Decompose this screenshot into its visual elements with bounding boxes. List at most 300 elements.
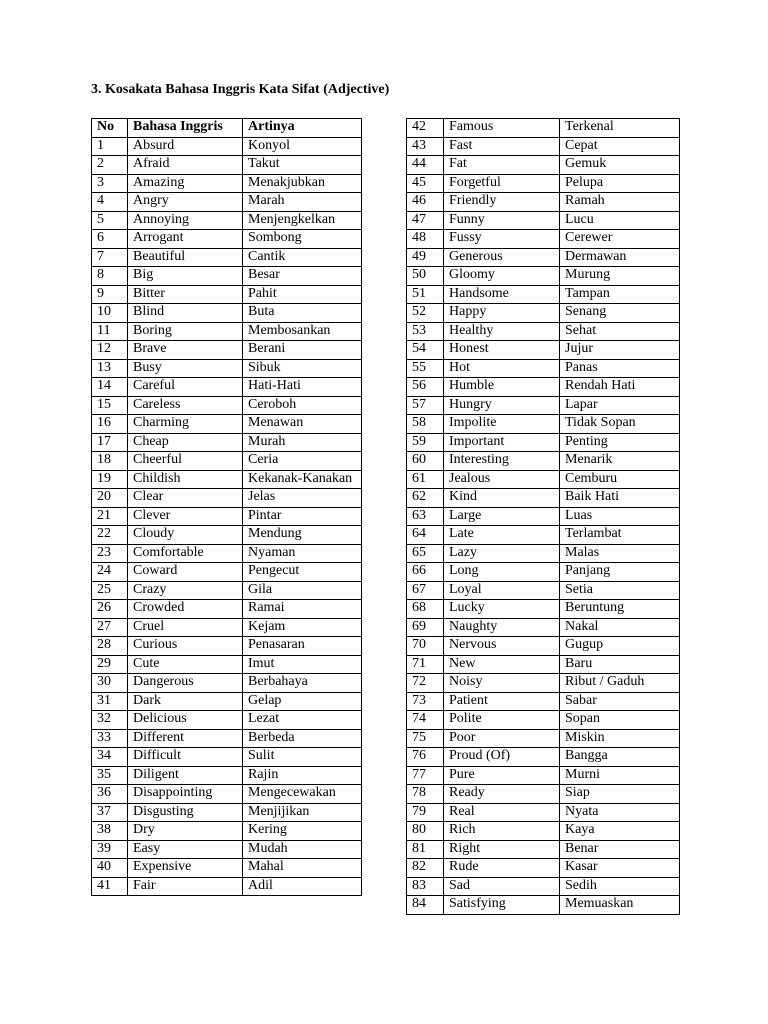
row-number: 60 xyxy=(407,452,444,471)
row-number: 13 xyxy=(92,359,128,378)
table-row xyxy=(92,359,362,378)
table-row xyxy=(92,285,362,304)
table-row xyxy=(92,174,362,193)
indonesian-meaning: Murung xyxy=(560,267,680,286)
indonesian-meaning: Menarik xyxy=(560,452,680,471)
table-row xyxy=(407,193,680,212)
row-number: 56 xyxy=(407,378,444,397)
indonesian-meaning: Pintar xyxy=(243,507,362,526)
table-row xyxy=(407,618,680,637)
english-word: Cloudy xyxy=(128,526,243,545)
table-row xyxy=(92,193,362,212)
page-title: 3. Kosakata Bahasa Inggris Kata Sifat (Adjective) xyxy=(91,82,390,97)
table-row xyxy=(407,285,680,304)
indonesian-meaning: Nyaman xyxy=(243,544,362,563)
row-number: 1 xyxy=(92,137,128,156)
row-number: 32 xyxy=(92,711,128,730)
english-word: Polite xyxy=(444,711,560,730)
english-word: Handsome xyxy=(444,285,560,304)
indonesian-meaning: Senang xyxy=(560,304,680,323)
table-row xyxy=(407,322,680,341)
english-word: Late xyxy=(444,526,560,545)
row-number: 3 xyxy=(92,174,128,193)
row-number: 21 xyxy=(92,507,128,526)
row-number: 40 xyxy=(92,859,128,878)
english-word: Rich xyxy=(444,822,560,841)
indonesian-meaning: Malas xyxy=(560,544,680,563)
row-number: 45 xyxy=(407,174,444,193)
english-word: Hungry xyxy=(444,396,560,415)
english-word: Humble xyxy=(444,378,560,397)
indonesian-meaning: Rendah Hati xyxy=(560,378,680,397)
row-number: 78 xyxy=(407,785,444,804)
english-word: New xyxy=(444,655,560,674)
english-word: Jealous xyxy=(444,470,560,489)
table-row xyxy=(92,211,362,230)
row-number: 58 xyxy=(407,415,444,434)
row-number: 62 xyxy=(407,489,444,508)
indonesian-meaning: Kekanak-Kanakan xyxy=(243,470,362,489)
row-number: 24 xyxy=(92,563,128,582)
row-number: 15 xyxy=(92,396,128,415)
table-row xyxy=(407,766,680,785)
table-row xyxy=(407,859,680,878)
english-word: Lucky xyxy=(444,600,560,619)
table-row xyxy=(407,896,680,915)
row-number: 80 xyxy=(407,822,444,841)
english-word: Fast xyxy=(444,137,560,156)
row-number: 6 xyxy=(92,230,128,249)
table-row xyxy=(92,137,362,156)
english-word: Dangerous xyxy=(128,674,243,693)
english-word: Important xyxy=(444,433,560,452)
indonesian-meaning: Takut xyxy=(243,156,362,175)
english-word: Bitter xyxy=(128,285,243,304)
row-number: 33 xyxy=(92,729,128,748)
table-row xyxy=(92,304,362,323)
table-row xyxy=(92,655,362,674)
indonesian-meaning: Pahit xyxy=(243,285,362,304)
indonesian-meaning: Sabar xyxy=(560,692,680,711)
header-no: No xyxy=(92,119,128,138)
table-row xyxy=(407,378,680,397)
table-row xyxy=(92,766,362,785)
english-word: Difficult xyxy=(128,748,243,767)
row-number: 52 xyxy=(407,304,444,323)
row-number: 39 xyxy=(92,840,128,859)
vocabulary-table-left xyxy=(91,118,362,896)
english-word: Friendly xyxy=(444,193,560,212)
indonesian-meaning: Siap xyxy=(560,785,680,804)
indonesian-meaning: Panas xyxy=(560,359,680,378)
table-row xyxy=(92,156,362,175)
indonesian-meaning: Kasar xyxy=(560,859,680,878)
english-word: Dark xyxy=(128,692,243,711)
table-row xyxy=(407,248,680,267)
english-word: Honest xyxy=(444,341,560,360)
indonesian-meaning: Ramai xyxy=(243,600,362,619)
english-word: Careless xyxy=(128,396,243,415)
row-number: 47 xyxy=(407,211,444,230)
row-number: 31 xyxy=(92,692,128,711)
indonesian-meaning: Baik Hati xyxy=(560,489,680,508)
row-number: 34 xyxy=(92,748,128,767)
row-number: 18 xyxy=(92,452,128,471)
row-number: 42 xyxy=(407,119,444,138)
row-number: 25 xyxy=(92,581,128,600)
indonesian-meaning: Buta xyxy=(243,304,362,323)
table-row xyxy=(92,729,362,748)
indonesian-meaning: Berbeda xyxy=(243,729,362,748)
english-word: Charming xyxy=(128,415,243,434)
table-row xyxy=(407,415,680,434)
row-number: 44 xyxy=(407,156,444,175)
row-number: 48 xyxy=(407,230,444,249)
table-row xyxy=(407,507,680,526)
english-word: Arrogant xyxy=(128,230,243,249)
row-number: 19 xyxy=(92,470,128,489)
table-row xyxy=(92,785,362,804)
indonesian-meaning: Berbahaya xyxy=(243,674,362,693)
table-row xyxy=(92,396,362,415)
english-word: Hot xyxy=(444,359,560,378)
row-number: 49 xyxy=(407,248,444,267)
indonesian-meaning: Gila xyxy=(243,581,362,600)
indonesian-meaning: Beruntung xyxy=(560,600,680,619)
table-row xyxy=(92,840,362,859)
table-row xyxy=(407,359,680,378)
indonesian-meaning: Gemuk xyxy=(560,156,680,175)
indonesian-meaning: Mudah xyxy=(243,840,362,859)
row-number: 57 xyxy=(407,396,444,415)
row-number: 37 xyxy=(92,803,128,822)
table-row xyxy=(407,526,680,545)
english-word: Loyal xyxy=(444,581,560,600)
english-word: Coward xyxy=(128,563,243,582)
english-word: Cute xyxy=(128,655,243,674)
table-row xyxy=(92,248,362,267)
table-row xyxy=(92,230,362,249)
indonesian-meaning: Sibuk xyxy=(243,359,362,378)
table-row xyxy=(407,119,680,138)
indonesian-meaning: Setia xyxy=(560,581,680,600)
row-number: 50 xyxy=(407,267,444,286)
english-word: Careful xyxy=(128,378,243,397)
english-word: Patient xyxy=(444,692,560,711)
indonesian-meaning: Tampan xyxy=(560,285,680,304)
row-number: 51 xyxy=(407,285,444,304)
english-word: Lazy xyxy=(444,544,560,563)
table-row xyxy=(407,433,680,452)
indonesian-meaning: Bangga xyxy=(560,748,680,767)
indonesian-meaning: Kaya xyxy=(560,822,680,841)
table-row xyxy=(407,544,680,563)
english-word: Happy xyxy=(444,304,560,323)
english-word: Poor xyxy=(444,729,560,748)
row-number: 4 xyxy=(92,193,128,212)
english-word: Blind xyxy=(128,304,243,323)
row-number: 2 xyxy=(92,156,128,175)
table-row xyxy=(407,748,680,767)
row-number: 82 xyxy=(407,859,444,878)
english-word: Cheap xyxy=(128,433,243,452)
row-number: 59 xyxy=(407,433,444,452)
indonesian-meaning: Pelupa xyxy=(560,174,680,193)
table-row xyxy=(92,711,362,730)
indonesian-meaning: Ceroboh xyxy=(243,396,362,415)
table-row xyxy=(92,618,362,637)
table-row xyxy=(407,211,680,230)
row-number: 17 xyxy=(92,433,128,452)
row-number: 46 xyxy=(407,193,444,212)
english-word: Absurd xyxy=(128,137,243,156)
row-number: 83 xyxy=(407,877,444,896)
indonesian-meaning: Sulit xyxy=(243,748,362,767)
table-row xyxy=(92,748,362,767)
indonesian-meaning: Cantik xyxy=(243,248,362,267)
row-number: 23 xyxy=(92,544,128,563)
table-row xyxy=(92,544,362,563)
indonesian-meaning: Terlambat xyxy=(560,526,680,545)
indonesian-meaning: Lezat xyxy=(243,711,362,730)
table-row xyxy=(92,637,362,656)
indonesian-meaning: Menjengkelkan xyxy=(243,211,362,230)
table-row xyxy=(407,711,680,730)
table-row xyxy=(92,600,362,619)
table-row xyxy=(407,581,680,600)
english-word: Pure xyxy=(444,766,560,785)
english-word: Noisy xyxy=(444,674,560,693)
row-number: 73 xyxy=(407,692,444,711)
row-number: 43 xyxy=(407,137,444,156)
english-word: Brave xyxy=(128,341,243,360)
indonesian-meaning: Membosankan xyxy=(243,322,362,341)
row-number: 20 xyxy=(92,489,128,508)
row-number: 84 xyxy=(407,896,444,915)
table-row xyxy=(407,304,680,323)
row-number: 8 xyxy=(92,267,128,286)
indonesian-meaning: Menjijikan xyxy=(243,803,362,822)
english-word: Cheerful xyxy=(128,452,243,471)
indonesian-meaning: Jujur xyxy=(560,341,680,360)
indonesian-meaning: Terkenal xyxy=(560,119,680,138)
vocabulary-table-right xyxy=(406,118,680,915)
english-word: Diligent xyxy=(128,766,243,785)
table-row xyxy=(407,470,680,489)
indonesian-meaning: Hati-Hati xyxy=(243,378,362,397)
english-word: Angry xyxy=(128,193,243,212)
indonesian-meaning: Murah xyxy=(243,433,362,452)
row-number: 61 xyxy=(407,470,444,489)
row-number: 12 xyxy=(92,341,128,360)
english-word: Afraid xyxy=(128,156,243,175)
row-number: 75 xyxy=(407,729,444,748)
table-row xyxy=(407,156,680,175)
english-word: Expensive xyxy=(128,859,243,878)
english-word: Naughty xyxy=(444,618,560,637)
indonesian-meaning: Sehat xyxy=(560,322,680,341)
table-row xyxy=(92,692,362,711)
indonesian-meaning: Kering xyxy=(243,822,362,841)
row-number: 71 xyxy=(407,655,444,674)
indonesian-meaning: Besar xyxy=(243,267,362,286)
indonesian-meaning: Sedih xyxy=(560,877,680,896)
english-word: Annoying xyxy=(128,211,243,230)
english-word: Dry xyxy=(128,822,243,841)
indonesian-meaning: Mendung xyxy=(243,526,362,545)
indonesian-meaning: Panjang xyxy=(560,563,680,582)
indonesian-meaning: Berani xyxy=(243,341,362,360)
table-row xyxy=(407,489,680,508)
row-number: 76 xyxy=(407,748,444,767)
table-row xyxy=(92,322,362,341)
row-number: 53 xyxy=(407,322,444,341)
table-row xyxy=(92,674,362,693)
table-row xyxy=(92,452,362,471)
indonesian-meaning: Tidak Sopan xyxy=(560,415,680,434)
indonesian-meaning: Konyol xyxy=(243,137,362,156)
table-row xyxy=(407,803,680,822)
table-row xyxy=(92,433,362,452)
row-number: 72 xyxy=(407,674,444,693)
indonesian-meaning: Menawan xyxy=(243,415,362,434)
row-number: 67 xyxy=(407,581,444,600)
english-word: Comfortable xyxy=(128,544,243,563)
english-word: Fair xyxy=(128,877,243,896)
table-row xyxy=(407,230,680,249)
table-row xyxy=(407,267,680,286)
indonesian-meaning: Mengecewakan xyxy=(243,785,362,804)
english-word: Sad xyxy=(444,877,560,896)
row-number: 63 xyxy=(407,507,444,526)
indonesian-meaning: Ramah xyxy=(560,193,680,212)
english-word: Crazy xyxy=(128,581,243,600)
indonesian-meaning: Jelas xyxy=(243,489,362,508)
english-word: Cruel xyxy=(128,618,243,637)
row-number: 29 xyxy=(92,655,128,674)
table-row xyxy=(92,489,362,508)
english-word: Crowded xyxy=(128,600,243,619)
english-word: Impolite xyxy=(444,415,560,434)
table-row xyxy=(407,341,680,360)
indonesian-meaning: Gugup xyxy=(560,637,680,656)
row-number: 69 xyxy=(407,618,444,637)
table-header-row xyxy=(92,119,362,138)
row-number: 64 xyxy=(407,526,444,545)
english-word: Ready xyxy=(444,785,560,804)
table-row xyxy=(407,396,680,415)
row-number: 30 xyxy=(92,674,128,693)
english-word: Clever xyxy=(128,507,243,526)
row-number: 36 xyxy=(92,785,128,804)
table-row xyxy=(92,581,362,600)
row-number: 26 xyxy=(92,600,128,619)
row-number: 38 xyxy=(92,822,128,841)
english-word: Childish xyxy=(128,470,243,489)
table-row xyxy=(407,692,680,711)
english-word: Satisfying xyxy=(444,896,560,915)
row-number: 16 xyxy=(92,415,128,434)
table-row xyxy=(92,822,362,841)
table-row xyxy=(407,600,680,619)
row-number: 70 xyxy=(407,637,444,656)
indonesian-meaning: Gelap xyxy=(243,692,362,711)
indonesian-meaning: Memuaskan xyxy=(560,896,680,915)
english-word: Curious xyxy=(128,637,243,656)
header-meaning: Artinya xyxy=(243,119,362,138)
table-row xyxy=(92,341,362,360)
english-word: Disappointing xyxy=(128,785,243,804)
table-row xyxy=(92,378,362,397)
row-number: 5 xyxy=(92,211,128,230)
english-word: Different xyxy=(128,729,243,748)
indonesian-meaning: Lapar xyxy=(560,396,680,415)
table-row xyxy=(407,655,680,674)
row-number: 74 xyxy=(407,711,444,730)
indonesian-meaning: Cerewer xyxy=(560,230,680,249)
table-row xyxy=(407,674,680,693)
indonesian-meaning: Murni xyxy=(560,766,680,785)
table-row xyxy=(92,859,362,878)
row-number: 14 xyxy=(92,378,128,397)
row-number: 41 xyxy=(92,877,128,896)
row-number: 28 xyxy=(92,637,128,656)
indonesian-meaning: Cepat xyxy=(560,137,680,156)
row-number: 79 xyxy=(407,803,444,822)
indonesian-meaning: Baru xyxy=(560,655,680,674)
row-number: 77 xyxy=(407,766,444,785)
english-word: Rude xyxy=(444,859,560,878)
row-number: 10 xyxy=(92,304,128,323)
indonesian-meaning: Benar xyxy=(560,840,680,859)
indonesian-meaning: Kejam xyxy=(243,618,362,637)
row-number: 7 xyxy=(92,248,128,267)
table-row xyxy=(92,507,362,526)
english-word: Busy xyxy=(128,359,243,378)
row-number: 55 xyxy=(407,359,444,378)
indonesian-meaning: Ceria xyxy=(243,452,362,471)
english-word: Generous xyxy=(444,248,560,267)
table-row xyxy=(92,415,362,434)
english-word: Clear xyxy=(128,489,243,508)
english-word: Interesting xyxy=(444,452,560,471)
indonesian-meaning: Cemburu xyxy=(560,470,680,489)
indonesian-meaning: Dermawan xyxy=(560,248,680,267)
table-row xyxy=(407,840,680,859)
indonesian-meaning: Lucu xyxy=(560,211,680,230)
indonesian-meaning: Nakal xyxy=(560,618,680,637)
table-row xyxy=(407,785,680,804)
english-word: Right xyxy=(444,840,560,859)
english-word: Boring xyxy=(128,322,243,341)
indonesian-meaning: Luas xyxy=(560,507,680,526)
row-number: 27 xyxy=(92,618,128,637)
header-english: Bahasa Inggris xyxy=(128,119,243,138)
table-row xyxy=(407,452,680,471)
indonesian-meaning: Menakjubkan xyxy=(243,174,362,193)
row-number: 35 xyxy=(92,766,128,785)
english-word: Large xyxy=(444,507,560,526)
indonesian-meaning: Mahal xyxy=(243,859,362,878)
table-row xyxy=(92,877,362,896)
indonesian-meaning: Miskin xyxy=(560,729,680,748)
english-word: Long xyxy=(444,563,560,582)
indonesian-meaning: Pengecut xyxy=(243,563,362,582)
indonesian-meaning: Adil xyxy=(243,877,362,896)
english-word: Fat xyxy=(444,156,560,175)
table-row xyxy=(407,729,680,748)
row-number: 54 xyxy=(407,341,444,360)
